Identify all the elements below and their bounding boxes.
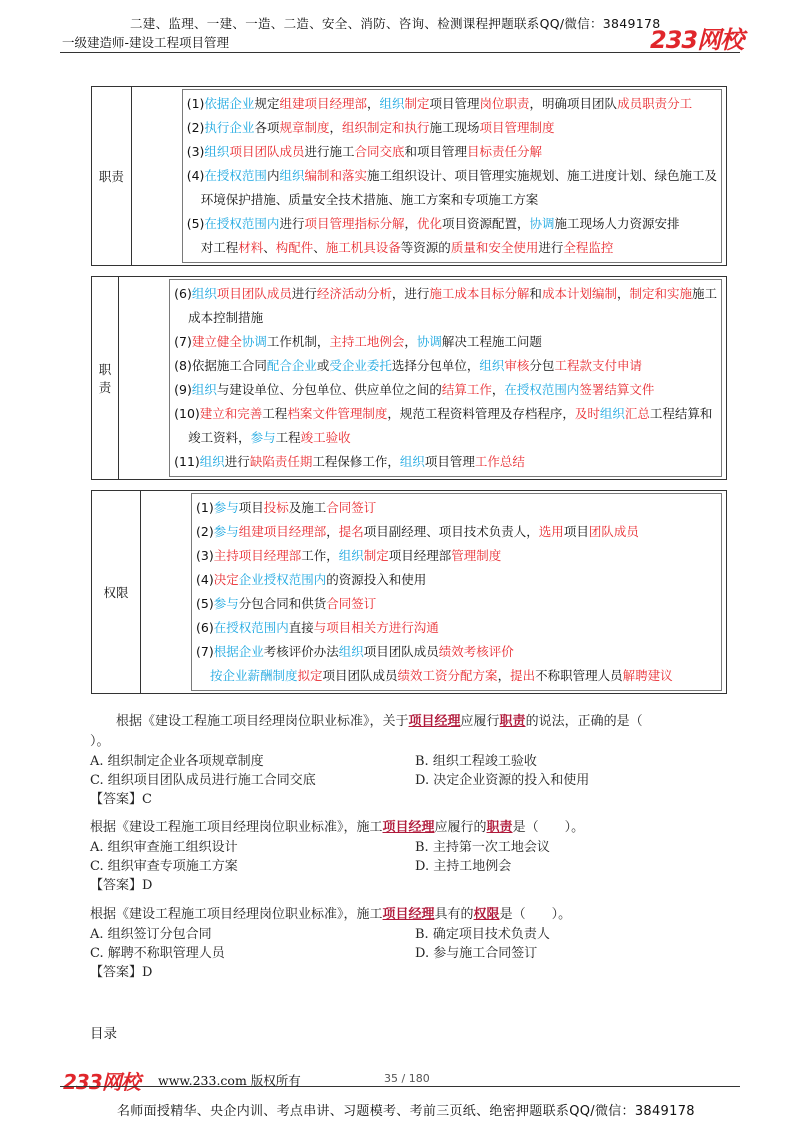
red-highlight: 缺陷责任期	[249, 454, 313, 469]
plain-text: 各项	[254, 120, 280, 135]
blue-highlight: 参与	[213, 596, 239, 611]
plain-text: 工程结算和	[649, 406, 713, 421]
plain-text: (4)	[196, 572, 214, 587]
keyword-highlight: 职责	[499, 714, 526, 729]
blue-highlight: 在授权范围	[204, 168, 267, 183]
red-highlight: 编制和落实	[304, 168, 367, 183]
plain-text: (2)	[186, 120, 205, 135]
plain-text: 进行	[279, 216, 305, 231]
blue-highlight: 组织	[204, 144, 230, 159]
answer: 【答案】D	[90, 878, 153, 893]
blue-highlight: 协调	[241, 334, 267, 349]
blue-highlight: 参与	[213, 500, 239, 515]
plain-text: 直接	[288, 620, 314, 635]
option-c: C. 解聘不称职管理人员	[90, 946, 225, 961]
footer-site: www.233.com 版权所有	[158, 1073, 301, 1088]
red-highlight: 选用	[538, 524, 564, 539]
blue-highlight: 组织	[399, 454, 425, 469]
list-item	[174, 402, 717, 426]
red-highlight: 档案文件管理制度	[287, 406, 388, 421]
list-item	[187, 92, 717, 116]
plain-text: 等资源的	[400, 240, 451, 255]
answer: 【答案】D	[90, 965, 153, 980]
section-content	[191, 493, 722, 691]
duties-table-2	[91, 276, 727, 480]
red-highlight: 项目管理指标分解	[304, 216, 405, 231]
list-item	[187, 140, 717, 164]
blue-highlight: 在授权范围内	[504, 382, 580, 397]
question-stem: 根据《建设工程施工项目经理岗位职业标准》，施工项目经理具有的权限是（ ）。	[90, 907, 572, 922]
option-d: D. 参与施工合同签订	[415, 946, 538, 961]
blue-highlight: 配合企业	[266, 358, 317, 373]
plain-text: 分包	[529, 358, 555, 373]
keyword-highlight: 项目经理	[382, 820, 435, 835]
plain-text: 考核评价办法	[263, 644, 339, 659]
red-highlight: 拟定	[297, 668, 323, 683]
authority-table	[91, 490, 727, 694]
option-d: D. 主持工地例会	[415, 859, 512, 874]
plain-text: 对工程	[200, 240, 239, 255]
blue-highlight: 组织	[599, 406, 625, 421]
blue-highlight: 协调	[416, 334, 442, 349]
option-c: C. 组织审查专项施工方案	[90, 859, 238, 874]
plain-text: 进行	[224, 454, 250, 469]
plain-text: 规定	[254, 96, 280, 111]
plain-text: (5)	[186, 216, 205, 231]
keyword-highlight: 权限	[473, 907, 500, 922]
plain-text: (9)	[174, 382, 192, 397]
red-highlight: 施工成本目标分解	[429, 286, 530, 301]
question-1	[90, 712, 730, 810]
plain-text: ，	[404, 216, 417, 231]
plain-text: 竣工资料，	[188, 430, 251, 445]
red-highlight: 成员职责分工	[617, 96, 693, 111]
plain-text: 施工组织设计、项目管理实施规划、施工进度计划、绿色施工及	[366, 168, 717, 183]
plain-text: 和	[529, 286, 542, 301]
page-number: 35 / 180	[384, 1072, 430, 1085]
red-highlight: 制定	[363, 548, 389, 563]
blue-highlight: 组织	[338, 644, 364, 659]
list-item	[174, 330, 717, 354]
plain-text: 成本控制措施	[188, 310, 264, 325]
duties-table-1	[91, 86, 727, 266]
blue-highlight: 组织	[199, 454, 225, 469]
plain-text: 进行	[538, 240, 564, 255]
plain-text: 项目团队成员	[322, 668, 398, 683]
plain-text: ，	[616, 286, 630, 301]
answer: 【答案】C	[90, 792, 152, 807]
plain-text: ，进行	[391, 286, 430, 301]
plain-text: (3)	[186, 144, 205, 159]
plain-text: 项目副经理、项目技术负责人，	[363, 524, 539, 539]
red-highlight: 及时	[574, 406, 600, 421]
section-content	[182, 89, 722, 263]
plain-text: (7)	[196, 644, 214, 659]
red-highlight: 主持工地例会	[329, 334, 405, 349]
list-item-continuation	[174, 306, 717, 330]
header-promo-text: 二建、监理、一建、一造、二造、安全、消防、咨询、检测课程押题联系QQ/微信：3849178	[130, 16, 661, 31]
blue-highlight: 受企业委托	[329, 358, 392, 373]
plain-text: 选择分包单位，	[391, 358, 480, 373]
red-highlight: 提名	[338, 524, 364, 539]
red-highlight: 规章制度	[279, 120, 330, 135]
header-divider	[60, 52, 740, 53]
option-a: A. 组织签订分包合同	[90, 927, 212, 942]
option-b: B. 主持第一次工地会议	[415, 840, 550, 855]
blue-highlight: 组织	[338, 548, 364, 563]
red-highlight: 制定和实施	[629, 286, 692, 301]
list-item	[187, 164, 717, 188]
plain-text: 环境保护措施、质量安全技术措施、施工方案和专项施工方案	[200, 192, 539, 207]
list-item	[196, 520, 717, 544]
plain-text: (6)	[196, 620, 214, 635]
section-label: 职责	[92, 87, 132, 266]
option-c: C. 组织项目团队成员进行施工合同交底	[90, 773, 316, 788]
plain-text: 项目	[238, 500, 264, 515]
plain-text: 不称职管理人员	[535, 668, 623, 683]
plain-text: 工程	[262, 406, 288, 421]
red-highlight: 汇总	[624, 406, 650, 421]
red-highlight: 材料	[238, 240, 264, 255]
blue-highlight: 参与	[213, 524, 239, 539]
red-highlight: 岗位职责	[479, 96, 530, 111]
option-b: B. 组织工程竣工验收	[415, 754, 537, 769]
plain-text: (4)	[186, 168, 205, 183]
red-highlight: 项目团队成员	[229, 144, 305, 159]
list-item	[187, 116, 717, 140]
footer-logo: 233网校	[63, 1070, 140, 1094]
red-highlight: 合同签订	[326, 500, 377, 515]
plain-text: ，	[497, 668, 511, 683]
red-highlight: 全程监控	[563, 240, 614, 255]
question-options	[90, 838, 730, 876]
blue-highlight: 企业授权范围内	[238, 572, 327, 587]
plain-text: ，规范工程资料管理及存档程序，	[387, 406, 575, 421]
footer-divider	[60, 1086, 740, 1087]
plain-text: ，	[366, 96, 380, 111]
blue-highlight: 在授权范围内	[204, 216, 280, 231]
red-highlight: 主持项目经理部	[213, 548, 302, 563]
blue-highlight: 组织	[279, 168, 305, 183]
plain-text: 施工现场	[429, 120, 480, 135]
plain-text: ，	[491, 382, 505, 397]
red-highlight: 工作总结	[474, 454, 525, 469]
red-highlight: 结算工作	[441, 382, 492, 397]
plain-text: 及施工	[288, 500, 327, 515]
plain-text: 、	[263, 240, 276, 255]
red-highlight: 质量和安全使用	[450, 240, 539, 255]
list-item	[196, 616, 717, 640]
plain-text: 工程保修工作，	[312, 454, 400, 469]
list-item	[196, 496, 717, 520]
plain-text: 进行施工	[304, 144, 355, 159]
list-item-continuation	[187, 188, 717, 212]
list-item-continuation	[196, 664, 717, 688]
red-highlight: 项目团队成员	[216, 286, 292, 301]
red-highlight: 审核	[504, 358, 530, 373]
red-highlight: 合同签订	[326, 596, 377, 611]
option-d: D. 决定企业资源的投入和使用	[415, 773, 590, 788]
red-highlight: 组织制定和执行	[341, 120, 430, 135]
plain-text: 施工	[691, 286, 717, 301]
option-a: A. 组织审查施工组织设计	[90, 840, 238, 855]
list-item-continuation	[187, 236, 717, 260]
plain-text: (5)	[196, 596, 214, 611]
blue-highlight: 组织	[379, 96, 405, 111]
plain-text: (3)	[196, 548, 214, 563]
list-item	[196, 568, 717, 592]
blue-highlight: 执行企业	[204, 120, 255, 135]
red-highlight: 投标	[263, 500, 289, 515]
question-stem: 根据《建设工程施工项目经理岗位职业标准》，施工项目经理应履行的职责是（ ）。	[90, 820, 585, 835]
blue-highlight: 组织	[479, 358, 505, 373]
plain-text: 工作机制，	[266, 334, 330, 349]
plain-text: (1)	[196, 500, 214, 515]
plain-text: 内	[266, 168, 280, 183]
blue-highlight: 依据企业	[204, 96, 255, 111]
red-highlight: 经济活动分析	[316, 286, 392, 301]
option-b: B. 确定项目技术负责人	[415, 927, 550, 942]
plain-text: 的资源投入和使用	[326, 572, 427, 587]
list-item	[174, 282, 717, 306]
blue-highlight: 组织	[191, 382, 217, 397]
plain-text: 、	[313, 240, 326, 255]
toc-link[interactable]: 目录	[90, 1026, 117, 1042]
plain-text: ，	[404, 334, 417, 349]
plain-text: 项目管理	[424, 454, 475, 469]
blue-highlight: 协调	[529, 216, 555, 231]
red-highlight: 绩效工资分配方案	[397, 668, 498, 683]
blue-highlight: 按企业薪酬制度	[210, 668, 298, 683]
keyword-highlight: 项目经理	[408, 714, 461, 729]
red-highlight: 优化	[416, 216, 442, 231]
list-item	[196, 640, 717, 664]
plain-text: 与建设单位、分包单位、供应单位之间的	[216, 382, 442, 397]
red-highlight: 项目管理制度	[479, 120, 555, 135]
keyword-highlight: 项目经理	[382, 907, 435, 922]
plain-text: 项目资源配置，	[442, 216, 530, 231]
red-highlight: 与项目相关方进行沟通	[313, 620, 439, 635]
red-highlight: 绩效考核评价	[438, 644, 514, 659]
red-highlight: 建立健全	[191, 334, 242, 349]
red-highlight: 建立和完善	[199, 406, 263, 421]
red-highlight: 解聘建议	[622, 668, 673, 683]
blue-highlight: 参与	[250, 430, 276, 445]
red-highlight: 构配件	[275, 240, 314, 255]
red-highlight: 团队成员	[588, 524, 639, 539]
blue-highlight: 在授权范围内	[213, 620, 289, 635]
plain-text: 和项目管理	[404, 144, 467, 159]
plain-text: 或	[316, 358, 330, 373]
red-highlight: 签署结算文件	[579, 382, 655, 397]
section-content	[169, 279, 722, 477]
plain-text: 项目管理	[429, 96, 480, 111]
option-a: A. 组织制定企业各项规章制度	[90, 754, 264, 769]
question-3	[90, 905, 730, 983]
plain-text: 项目	[563, 524, 589, 539]
plain-text: ，	[326, 524, 339, 539]
plain-text: 进行	[291, 286, 317, 301]
question-2	[90, 818, 730, 896]
blue-highlight: 根据企业	[213, 644, 264, 659]
red-highlight: 目标责任分解	[467, 144, 543, 159]
red-highlight: 竣工验收	[300, 430, 351, 445]
plain-text: 项目经理部	[388, 548, 452, 563]
list-item-continuation	[174, 426, 717, 450]
plain-text: ，明确项目团队	[529, 96, 618, 111]
plain-text: (7)	[174, 334, 192, 349]
plain-text: 分包合同和供货	[238, 596, 327, 611]
red-highlight: 合同交底	[354, 144, 405, 159]
red-highlight: 施工机具设备	[325, 240, 401, 255]
plain-text: (1)	[186, 96, 205, 111]
list-item	[174, 378, 717, 402]
red-highlight: 组建项目经理部	[238, 524, 327, 539]
section-label: 职责	[92, 277, 119, 480]
keyword-highlight: 职责	[486, 820, 513, 835]
header-logo: 233网校	[650, 26, 744, 54]
blue-highlight: 组织	[191, 286, 217, 301]
question-options	[90, 752, 730, 790]
plain-text: (8)依据施工合同	[174, 358, 267, 373]
plain-text: 项目团队成员	[363, 644, 439, 659]
list-item	[187, 212, 717, 236]
plain-text: (10)	[174, 406, 200, 421]
red-highlight: 管理制度	[451, 548, 502, 563]
question-options	[90, 925, 730, 963]
plain-text: 工程	[275, 430, 301, 445]
plain-text: 施工现场人力资源安排	[554, 216, 680, 231]
red-highlight: 提出	[510, 668, 536, 683]
list-item	[174, 450, 717, 474]
list-item	[196, 544, 717, 568]
header-subtitle: 一级建造师-建设工程项目管理	[62, 35, 230, 50]
red-highlight: 成本计划编制	[541, 286, 617, 301]
plain-text: 工作，	[301, 548, 339, 563]
red-highlight: 决定	[213, 572, 239, 587]
plain-text: (11)	[174, 454, 200, 469]
red-highlight: 组建项目经理部	[279, 96, 367, 111]
list-item	[174, 354, 717, 378]
plain-text: ，	[329, 120, 342, 135]
section-label: 权限	[92, 491, 141, 694]
footer-promo-text: 名师面授精华、央企内训、考点串讲、习题模考、考前三页纸、绝密押题联系QQ/微信：3849178	[117, 1104, 695, 1119]
question-stem: 根据《建设工程施工项目经理岗位职业标准》，关于项目经理应履行职责的说法，正确的是（ ）。	[90, 714, 643, 749]
plain-text: (2)	[196, 524, 214, 539]
plain-text: 解决工程施工问题	[441, 334, 542, 349]
plain-text: (6)	[174, 286, 192, 301]
list-item	[196, 592, 717, 616]
red-highlight: 制定	[404, 96, 430, 111]
red-highlight: 工程款支付申请	[554, 358, 642, 373]
